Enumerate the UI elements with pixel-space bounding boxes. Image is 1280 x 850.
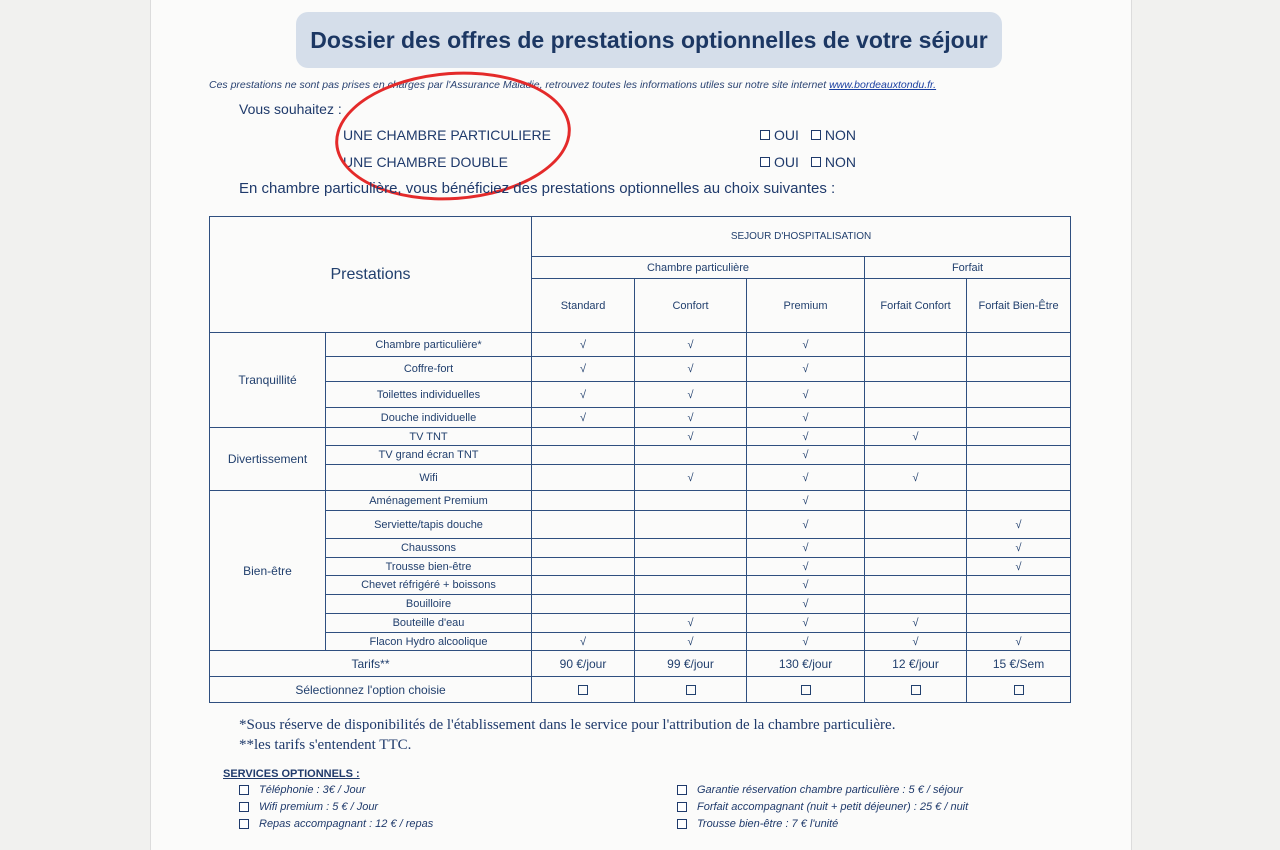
check-cell bbox=[635, 333, 747, 357]
check-mark-icon: √ bbox=[802, 449, 809, 461]
check-mark-icon: √ bbox=[802, 560, 809, 573]
check-cell bbox=[532, 633, 635, 651]
check-cell bbox=[747, 539, 865, 558]
check-cell bbox=[635, 539, 747, 558]
check-mark-icon: √ bbox=[687, 635, 694, 648]
check-cell bbox=[747, 465, 865, 491]
check-cell bbox=[532, 511, 635, 539]
room-option-label-double: UNE CHAMBRE DOUBLE bbox=[343, 154, 508, 170]
check-cell bbox=[865, 408, 967, 428]
table-row bbox=[210, 614, 1071, 633]
tarif-value: 15 €/Sem bbox=[967, 651, 1071, 677]
check-mark-icon: √ bbox=[802, 411, 809, 424]
check-cell bbox=[747, 595, 865, 614]
oui-checkbox[interactable] bbox=[760, 130, 770, 140]
check-cell bbox=[967, 357, 1071, 382]
check-mark-icon: √ bbox=[579, 338, 587, 351]
document-page bbox=[150, 0, 1132, 850]
check-cell bbox=[532, 491, 635, 511]
check-cell bbox=[747, 491, 865, 511]
check-cell bbox=[635, 408, 747, 428]
check-mark-icon: √ bbox=[802, 617, 809, 629]
check-mark-icon: √ bbox=[802, 388, 809, 401]
select-checkbox[interactable] bbox=[911, 685, 921, 695]
check-mark-icon: √ bbox=[912, 430, 919, 443]
check-cell bbox=[532, 357, 635, 382]
disclaimer-text: Ces prestations ne sont pas prises en charges par l'Assurance Maladie, retrouvez toutes les informations utiles sur notre site internet bbox=[209, 79, 830, 91]
service-item bbox=[677, 818, 838, 830]
service-item bbox=[239, 801, 378, 813]
title-banner bbox=[296, 12, 1002, 68]
prestation-label: Chaussons bbox=[326, 539, 532, 558]
check-cell bbox=[635, 558, 747, 576]
oui-label: OUI bbox=[774, 154, 799, 170]
check-cell bbox=[635, 465, 747, 491]
prestation-label: TV TNT bbox=[326, 428, 532, 446]
check-cell bbox=[865, 614, 967, 633]
check-mark-icon: √ bbox=[687, 363, 694, 375]
oui-checkbox[interactable] bbox=[760, 157, 770, 167]
check-mark-icon: √ bbox=[802, 471, 809, 484]
check-mark-icon: √ bbox=[802, 338, 809, 351]
check-cell bbox=[635, 382, 747, 408]
select-option-label: Sélectionnez l'option choisie bbox=[210, 677, 532, 703]
table-row bbox=[210, 576, 1071, 595]
table-row bbox=[210, 491, 1071, 511]
select-cell bbox=[865, 677, 967, 703]
room-option-label-particuliere: UNE CHAMBRE PARTICULIERE bbox=[343, 127, 551, 143]
check-cell bbox=[967, 408, 1071, 428]
check-cell bbox=[532, 576, 635, 595]
check-cell bbox=[747, 357, 865, 382]
check-mark-icon: √ bbox=[1015, 635, 1022, 648]
forfait-header: Forfait bbox=[865, 257, 1071, 279]
check-cell bbox=[635, 511, 747, 539]
select-cell bbox=[635, 677, 747, 703]
check-mark-icon: √ bbox=[687, 388, 694, 401]
check-cell bbox=[967, 491, 1071, 511]
check-cell bbox=[865, 558, 967, 576]
check-mark-icon: √ bbox=[912, 617, 919, 629]
check-cell bbox=[865, 357, 967, 382]
tarif-value: 12 €/jour bbox=[865, 651, 967, 677]
check-cell bbox=[967, 558, 1071, 576]
check-cell bbox=[967, 333, 1071, 357]
table-row bbox=[210, 333, 1071, 357]
tarifs-label: Tarifs** bbox=[210, 651, 532, 677]
check-mark-icon: √ bbox=[579, 388, 587, 401]
check-mark-icon: √ bbox=[687, 430, 694, 443]
prestation-label: Chambre particulière* bbox=[326, 333, 532, 357]
prestation-label: Douche individuelle bbox=[326, 408, 532, 428]
oui-label: OUI bbox=[774, 127, 799, 143]
check-mark-icon: √ bbox=[912, 635, 919, 648]
check-mark-icon: √ bbox=[579, 635, 587, 648]
check-cell bbox=[865, 595, 967, 614]
check-cell bbox=[532, 446, 635, 465]
service-checkbox[interactable] bbox=[239, 802, 249, 812]
check-cell bbox=[635, 446, 747, 465]
check-cell bbox=[865, 576, 967, 595]
service-label: Trousse bien-être : 7 € l'unité bbox=[697, 818, 839, 830]
check-cell bbox=[532, 382, 635, 408]
tarif-value: 99 €/jour bbox=[635, 651, 747, 677]
column-header: Premium bbox=[747, 279, 865, 333]
non-checkbox[interactable] bbox=[811, 130, 821, 140]
check-cell bbox=[865, 382, 967, 408]
prestation-label: Chevet réfrigéré + boissons bbox=[326, 576, 532, 595]
check-cell bbox=[747, 333, 865, 357]
check-cell bbox=[635, 428, 747, 446]
check-cell bbox=[747, 511, 865, 539]
non-label: NON bbox=[824, 154, 857, 170]
table-row bbox=[210, 558, 1071, 576]
check-cell bbox=[532, 539, 635, 558]
check-cell bbox=[865, 428, 967, 446]
table-row bbox=[210, 511, 1071, 539]
check-cell bbox=[967, 511, 1071, 539]
select-cell bbox=[967, 677, 1071, 703]
check-mark-icon: √ bbox=[687, 338, 694, 351]
check-cell bbox=[865, 446, 967, 465]
service-label: Garantie réservation chambre particulière : 5 € / séjour bbox=[697, 784, 963, 796]
prestation-label: Trousse bien-être bbox=[326, 558, 532, 576]
check-mark-icon: √ bbox=[579, 363, 587, 375]
check-cell bbox=[635, 576, 747, 595]
select-checkbox[interactable] bbox=[801, 685, 811, 695]
check-cell bbox=[967, 614, 1071, 633]
select-checkbox[interactable] bbox=[686, 685, 696, 695]
prestation-label: Flacon Hydro alcoolique bbox=[326, 633, 532, 651]
table-row bbox=[210, 446, 1071, 465]
table-row bbox=[210, 595, 1071, 614]
check-mark-icon: √ bbox=[802, 518, 809, 531]
non-checkbox[interactable] bbox=[811, 157, 821, 167]
check-mark-icon: √ bbox=[1015, 560, 1022, 573]
intro-text: Vous souhaitez : bbox=[239, 101, 342, 117]
service-item bbox=[677, 801, 968, 813]
chambre-header: Chambre particulière bbox=[532, 257, 865, 279]
table-body bbox=[210, 333, 1071, 651]
column-header: Forfait Confort bbox=[865, 279, 967, 333]
check-mark-icon: √ bbox=[579, 411, 587, 424]
page-title: Dossier des offres de prestations optionnelles de votre séjour bbox=[310, 26, 988, 53]
check-cell bbox=[532, 558, 635, 576]
service-label: Repas accompagnant : 12 € / repas bbox=[259, 818, 434, 830]
check-mark-icon: √ bbox=[802, 363, 809, 375]
check-mark-icon: √ bbox=[802, 579, 809, 591]
check-mark-icon: √ bbox=[802, 430, 809, 443]
prestation-label: Aménagement Premium bbox=[326, 491, 532, 511]
column-header: Standard bbox=[532, 279, 635, 333]
check-cell bbox=[967, 539, 1071, 558]
prestations-table bbox=[209, 216, 1071, 703]
check-cell bbox=[967, 576, 1071, 595]
service-item bbox=[239, 784, 365, 796]
check-cell bbox=[747, 408, 865, 428]
check-cell bbox=[865, 511, 967, 539]
check-mark-icon: √ bbox=[802, 635, 809, 648]
check-cell bbox=[747, 428, 865, 446]
check-cell bbox=[967, 382, 1071, 408]
tarif-value: 90 €/jour bbox=[532, 651, 635, 677]
group-label: Bien-être bbox=[210, 491, 326, 651]
check-cell bbox=[532, 614, 635, 633]
check-cell bbox=[635, 614, 747, 633]
room-option-choice-double bbox=[760, 154, 856, 170]
service-label: Téléphonie : 3€ / Jour bbox=[259, 784, 366, 796]
check-cell bbox=[747, 576, 865, 595]
check-cell bbox=[532, 408, 635, 428]
check-cell bbox=[747, 446, 865, 465]
website-link[interactable]: www.bordeauxtondu.fr. bbox=[829, 79, 937, 91]
non-label: NON bbox=[824, 127, 857, 143]
check-mark-icon: √ bbox=[687, 411, 694, 424]
table-row bbox=[210, 382, 1071, 408]
prestation-label: Coffre-fort bbox=[326, 357, 532, 382]
services-title: SERVICES OPTIONNELS : bbox=[223, 768, 360, 780]
check-mark-icon: √ bbox=[912, 471, 919, 484]
check-cell bbox=[967, 446, 1071, 465]
check-cell bbox=[532, 428, 635, 446]
prestation-label: Toilettes individuelles bbox=[326, 382, 532, 408]
check-mark-icon: √ bbox=[802, 542, 809, 554]
check-cell bbox=[865, 539, 967, 558]
service-item bbox=[677, 784, 963, 796]
prestation-label: Wifi bbox=[326, 465, 532, 491]
table-row bbox=[210, 539, 1071, 558]
check-cell bbox=[865, 465, 967, 491]
check-mark-icon: √ bbox=[1015, 542, 1022, 554]
subtitle: En chambre particulière, vous bénéficiez des prestations optionnelles au choix suivantes : bbox=[239, 180, 836, 197]
check-mark-icon: √ bbox=[1015, 518, 1022, 531]
service-checkbox[interactable] bbox=[677, 802, 687, 812]
table-row bbox=[210, 633, 1071, 651]
table-row bbox=[210, 357, 1071, 382]
service-checkbox[interactable] bbox=[677, 785, 687, 795]
select-checkbox[interactable] bbox=[578, 685, 588, 695]
check-cell bbox=[967, 465, 1071, 491]
service-label: Wifi premium : 5 € / Jour bbox=[259, 801, 379, 813]
disclaimer bbox=[209, 79, 936, 91]
service-checkbox[interactable] bbox=[677, 819, 687, 829]
check-cell bbox=[865, 491, 967, 511]
footnote-2: **les tarifs s'entendent TTC. bbox=[239, 737, 412, 753]
select-cell bbox=[532, 677, 635, 703]
check-cell bbox=[865, 633, 967, 651]
check-cell bbox=[635, 633, 747, 651]
check-cell bbox=[635, 491, 747, 511]
sejour-header: SEJOUR D'HOSPITALISATION bbox=[532, 217, 1071, 257]
table-row bbox=[210, 408, 1071, 428]
column-header: Forfait Bien-Être bbox=[967, 279, 1071, 333]
check-cell bbox=[967, 633, 1071, 651]
prestation-label: Serviette/tapis douche bbox=[326, 511, 532, 539]
room-option-choice-particuliere bbox=[760, 127, 856, 143]
service-checkbox[interactable] bbox=[239, 819, 249, 829]
prestations-header: Prestations bbox=[210, 217, 532, 333]
check-cell bbox=[532, 465, 635, 491]
check-mark-icon: √ bbox=[687, 617, 694, 629]
prestation-label: TV grand écran TNT bbox=[326, 446, 532, 465]
check-cell bbox=[747, 633, 865, 651]
check-cell bbox=[747, 614, 865, 633]
service-checkbox[interactable] bbox=[239, 785, 249, 795]
select-checkbox[interactable] bbox=[1014, 685, 1024, 695]
service-label: Forfait accompagnant (nuit + petit déjeuner) : 25 € / nuit bbox=[697, 801, 969, 813]
check-mark-icon: √ bbox=[687, 471, 694, 484]
check-cell bbox=[967, 595, 1071, 614]
check-cell bbox=[865, 333, 967, 357]
table-row bbox=[210, 465, 1071, 491]
prestation-label: Bouteille d'eau bbox=[326, 614, 532, 633]
group-label: Divertissement bbox=[210, 428, 326, 491]
tarif-value: 130 €/jour bbox=[747, 651, 865, 677]
group-label: Tranquillité bbox=[210, 333, 326, 428]
check-mark-icon: √ bbox=[802, 598, 809, 610]
table-row bbox=[210, 428, 1071, 446]
select-cell bbox=[747, 677, 865, 703]
check-cell bbox=[747, 382, 865, 408]
check-cell bbox=[635, 357, 747, 382]
check-cell bbox=[967, 428, 1071, 446]
check-mark-icon: √ bbox=[802, 494, 809, 507]
service-item bbox=[239, 818, 433, 830]
prestation-label: Bouilloire bbox=[326, 595, 532, 614]
footnote-1: *Sous réserve de disponibilités de l'établissement dans le service pour l'attribution de la chambre particulière. bbox=[239, 717, 896, 733]
check-cell bbox=[532, 595, 635, 614]
column-header: Confort bbox=[635, 279, 747, 333]
check-cell bbox=[532, 333, 635, 357]
check-cell bbox=[635, 595, 747, 614]
check-cell bbox=[747, 558, 865, 576]
